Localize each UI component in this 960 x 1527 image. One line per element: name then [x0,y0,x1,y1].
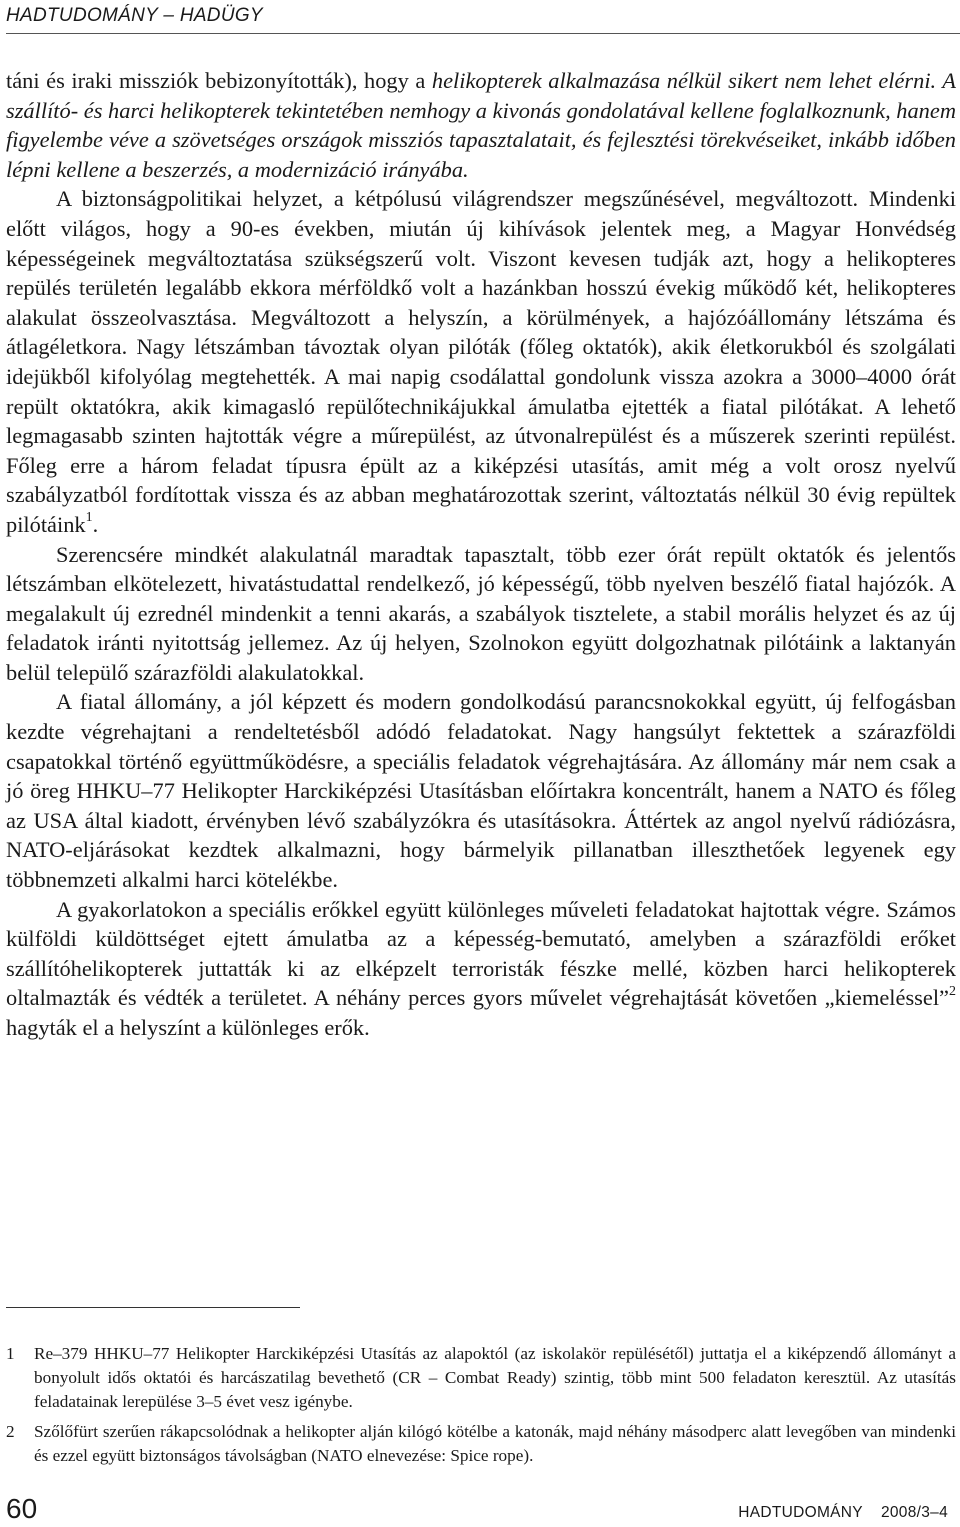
footnote-1 [6,1342,956,1414]
footnote-text: Re–379 HHKU–77 Helikopter Harckiképzési Utasítás az alapoktól (az iskolakör repülésétől) juttatja el a kiképzendő állományt a bonyolult idős oktatói és harcászatilag bevethető (CR – Combat Ready) szintig, több mint 500 feladaton keresztül. Az utasítás feladatainak lerepülése 3–5 évet vesz igénybe. [34,1344,956,1411]
journal-issue: 2008/3–4 [880,1504,948,1521]
running-header [6,4,960,34]
footnote-number: 2 [6,1422,15,1441]
paragraph-2 [6,184,956,539]
paragraph-1 [6,66,956,184]
journal-name: HADTUDOMÁNY [738,1504,863,1521]
footnote-ref-1[interactable]: 1 [85,510,93,526]
footnote-ref-2[interactable]: 2 [949,983,956,999]
paragraph-5-end: hagyták el a helyszínt a különleges erők. [6,1015,370,1040]
paragraph-3: Szerencsére mindkét alakulatnál maradtak tapasztalt, több ezer órát repült oktatók és jelentős létszámban elkötelezett, hivatástudattal rendelkező, jó képességű, több nyelven beszélő fiatal hajózók. A megalakult új ezrednél mindenkit a tenni akarás, a szabályok tisztelete, a stabil morális helyzet és az új feladatok iránti nyitottság jellemez. Az új helyen, Szolnokon együtt dolgozhatnak pilótáink a laktanyán belül települő szárazföldi alakulatokkal. [6,541,956,685]
running-title: HADTUDOMÁNY – HADÜGY [6,5,263,26]
journal-footer [738,1504,948,1522]
paragraph-2-text: A biztonságpolitikai helyzet, a kétpólusú világrendszer megszűnésével, megváltozott. Mindenki előtt világos, hogy a 90-es években, miután új kihívások jelentek meg, a Magyar Honvédség képességeinek megváltoztatása szükségszerű volt. Viszont kevesen tudják azt, hogy a helikopteres repülés területén legalább ekkora mérföldkő volt a hazánkban hosszú évekig működő két, helikopteres alakulat összeolvasztása. Megváltozott a helyszín, a körülmények, a hajózóállomány létszáma és átlagéletkora. Nagy létszámban távoztak olyan pilóták (főleg oktatók), akik életkorukból és szolgálati idejükből kifolyólag megtehették. A mai napig csodálattal gondolunk vissza azokra a 3000–4000 órát repült oktatókra, akik kimagasló repülőtechnikájukkal ámulatba ejtették a fiatal pilótákat. A lehető legmagasabb szinten hajtották végre a műrepülést, az útvonalrepülést és a műszerek szerinti repülést. Főleg erre a három feladat típusra épült az a kiképzési utasítás, amit még a volt orosz nyelvű szabályzatból fordítottak vissza és az abban meghatározottak szerint, változtatás nélkül 30 évig repültek pilótáink [6,186,956,537]
footnote-2 [6,1420,956,1468]
footnote-number: 1 [6,1344,15,1363]
paragraph-5 [6,895,956,1043]
paragraph-1-text: táni és iraki missziók bebizonyították), hogy a [6,68,432,93]
paragraph-5-text: A gyakorlatokon a speciális erőkkel együtt különleges műveleti feladatokat hajtottak végre. Számos külföldi küldöttséget ejtett ámulatba az a képesség-bemutató, amelyben a szárazföldi erőket szállítóhelikopterek juttatták ki az elképzelt terroristák fészke mellé, közben harci helikopterek oltalmazták és védték a területet. A néhány perces gyors művelet végrehajtását követően „kiemeléssel” [6,896,956,1011]
page-number: 60 [6,1493,38,1524]
paragraph-4: A fiatal állomány, a jól képzett és modern gondolkodású parancsnokokkal együtt, új felfogásban kezdte végrehajtani a rendeltetésből adódó feladatokat. Nagy hangsúlyt fektettek a szárazföldi csapatokkal történő együttműködésre, a speciális feladatok végrehajtására. Az állomány már nem csak a jó öreg HHKU–77 Helikopter Harckiképzési Utasításban előírtakra koncentrált, hanem a NATO és főleg az USA által kiadott, érvényben lévő szabályzókra és utasításokra. Áttértek az angol nyelvű rádiózásra, NATO-eljárásokat kezdtek alkalmazni, hogy bármelyik pillanatban illeszthetőek legyenek egy többnemzeti alkalmi harci kötelékbe. [6,689,956,893]
footnotes [6,1342,956,1474]
footnote-divider [6,1307,300,1308]
paragraph-1-italic-text: helikopterek alkalmazása nélkül sikert nem lehet elérni. A szállító- és harci helikopterek tekintetében nemhogy a kivonás gondolatával kellene foglalkoznunk, hanem figyelembe véve a szövetséges országok missziós tapasztalatait, és fejlesztési törekvéseiket, inkább időben lépni kellene a beszerzés, a modernizáció irányába. [6,68,956,182]
paragraph-2-end: . [92,511,99,537]
article-body [6,66,956,1043]
footnote-text: Szőlőfürt szerűen rákapcsolódnak a helikopter alján kilógó kötélbe a katonák, majd néhány másodperc alatt levegőben van mindenki és ezzel együtt biztonságos távolságban (NATO elnevezése: Spice rope). [34,1422,956,1465]
